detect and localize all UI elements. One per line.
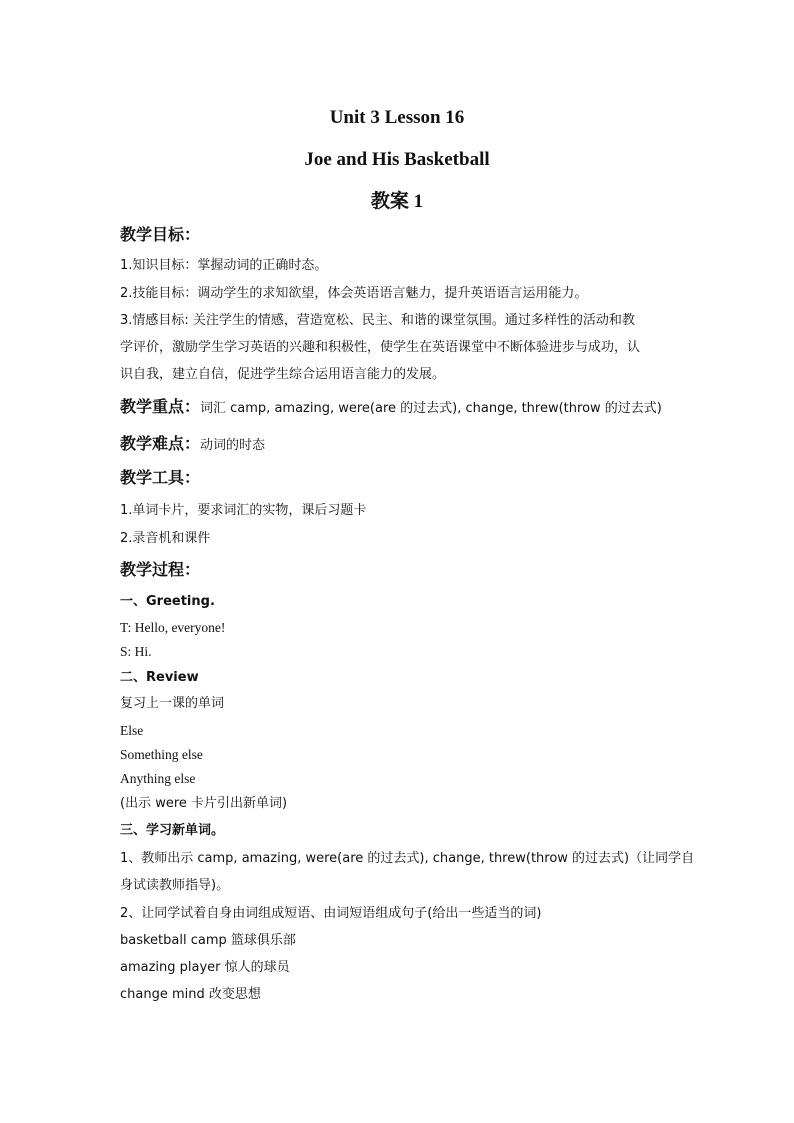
key-points-heading: 教学重点：: [120, 397, 201, 416]
greeting-teacher-line: T: Hello, everyone!: [120, 620, 226, 635]
tools-line1: 1.单词卡片，要求词汇的实物，课后习题卡: [120, 503, 367, 518]
review-line4: Anything else: [120, 771, 196, 786]
objective-emotion-line3: 识自我，建立自信，促进学生综合运用语言能力的发展。: [120, 367, 446, 382]
process-heading: 教学过程：: [120, 560, 201, 579]
objective-knowledge: 1.知识目标：掌握动词的正确时态。: [120, 258, 328, 273]
objectives-heading: 教学目标：: [120, 225, 201, 244]
tools-line2: 2.录音机和课件: [120, 531, 211, 546]
objective-skill: 2.技能目标：调动学生的求知欲望，体会英语语言魅力，提升英语语言运用能力。: [120, 286, 588, 301]
new-words-line1: 1、教师出示 camp, amazing, were(are 的过去式), change, threw(throw 的过去式)（让同学自: [120, 851, 695, 866]
section-review-title: 二、Review: [120, 670, 199, 685]
new-words-line1-cont: 身试读教师指导)。: [120, 878, 230, 893]
review-line5: (出示 were 卡片引出新单词): [120, 796, 288, 811]
difficulty-value: 动词的时态: [200, 438, 266, 453]
key-points-value: 词汇 camp, amazing, were(are 的过去式), change, threw(throw 的过去式): [200, 401, 662, 416]
section-greeting-title: 一、Greeting.: [120, 594, 215, 609]
key-points-row: [120, 396, 662, 420]
review-line1: 复习上一课的单词: [120, 696, 225, 711]
phrase-basketball-camp: basketball camp 篮球俱乐部: [120, 933, 296, 948]
difficulty-heading: 教学难点：: [120, 434, 201, 453]
difficulty-row: [120, 433, 265, 457]
plan-number-title: 教案 1: [370, 191, 424, 212]
tools-heading: 教学工具：: [120, 468, 201, 487]
phrase-change-mind: change mind 改变思想: [120, 987, 261, 1002]
objective-emotion-line1: 3.情感目标: 关注学生的情感，营造宽松、民主、和谐的课堂氛围。通过多样性的活动和教: [120, 313, 635, 328]
section-new-words-title: 三、学习新单词。: [120, 823, 225, 838]
objective-emotion-line2: 学评价，激励学生学习英语的兴趣和积极性，使学生在英语课堂中不断体验进步与成功，认: [120, 340, 641, 355]
new-words-line2: 2、让同学试着自身由词组成短语、由词短语组成句子(给出一些适当的词): [120, 906, 542, 921]
review-line2: Else: [120, 723, 144, 738]
greeting-student-line: S: Hi.: [120, 644, 152, 659]
review-line3: Something else: [120, 747, 203, 762]
phrase-amazing-player: amazing player 惊人的球员: [120, 960, 290, 975]
unit-lesson-title: Unit 3 Lesson 16: [329, 107, 465, 128]
lesson-name-title: Joe and His Basketball: [304, 149, 490, 170]
